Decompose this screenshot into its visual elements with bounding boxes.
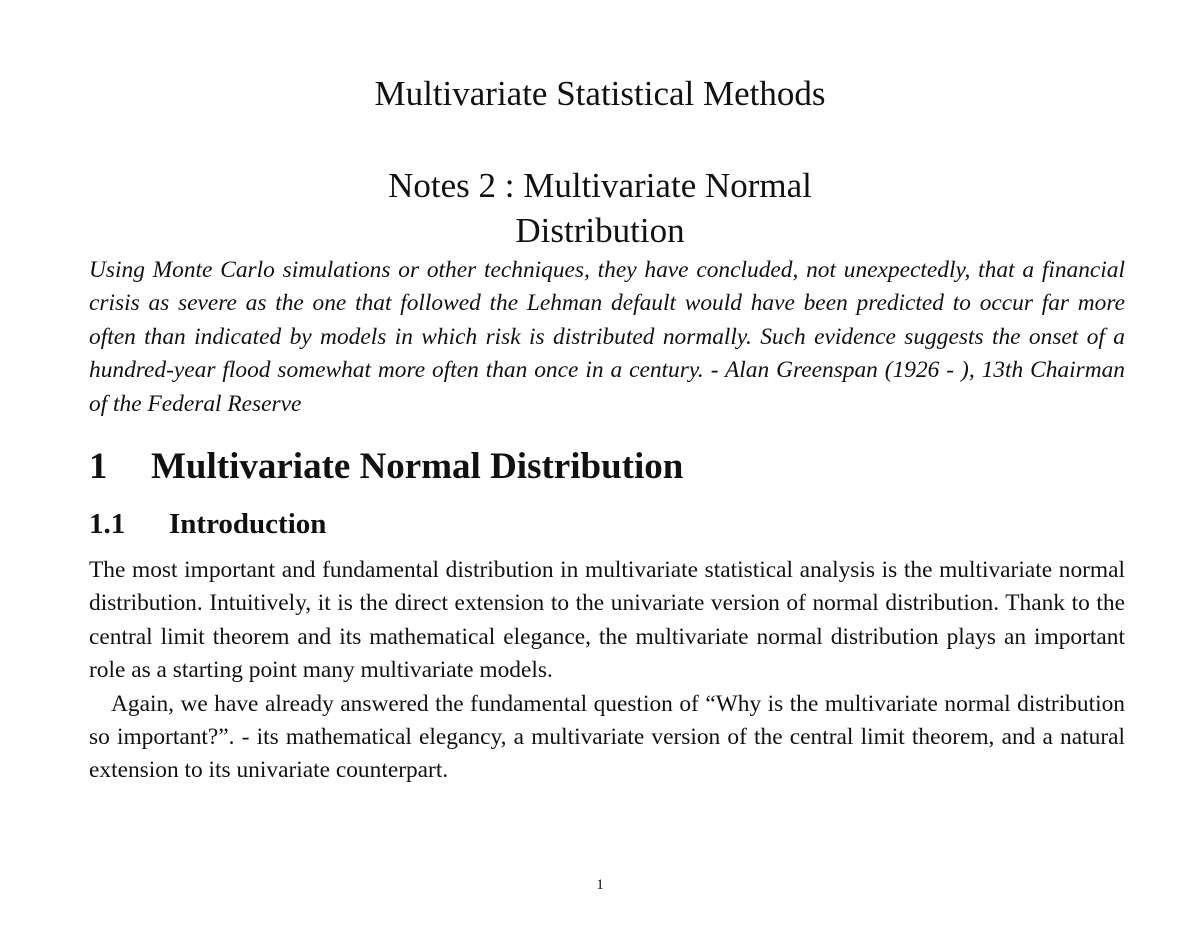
section-heading [89, 443, 1125, 491]
subsection-heading [89, 505, 1125, 543]
paragraph-1: The most important and fundamental distribution in multivariate statistical analysis is the multivariate normal distribution. Intuitively, it is the direct extension to the univariate version of normal distribution. Thank to the central limit theorem and its mathematical elegance, the multivariate normal distribution plays an important role as a starting point many multivariate models. [89, 557, 1125, 684]
subsection-title: Introduction [169, 508, 327, 540]
subtitle-line-1: Notes 2 : Multivariate Normal [388, 166, 812, 205]
section-title: Multivariate Normal Distribution [151, 446, 684, 487]
section-number: 1 [89, 446, 108, 487]
body-text [89, 554, 1125, 788]
document-title: Multivariate Statistical Methods [374, 74, 826, 113]
subtitle-line-2: Distribution [515, 211, 685, 250]
epigraph-quote: Using Monte Carlo simulations or other techniques, they have concluded, not unexpectedly, that a financial crisis as severe as the one that followed the Lehman default would have been predicted to occur far more often than indicated by models in which risk is distributed normally. Such evidence suggests the onset of a hundred-year flood somewhat more often than once in a century. - Alan Greenspan (1926 - ), 13th Chairman of the Federal Reserve [89, 257, 1125, 417]
page-number: 1 [596, 877, 604, 893]
subsection-number: 1.1 [89, 508, 126, 540]
document-subtitle [0, 163, 1200, 253]
paragraph-2: Again, we have already answered the fundamental question of “Why is the multivariate normal distribution so important?”. - its mathematical elegancy, a multivariate version of the central limit theorem, and a natural extension to its univariate counterpart. [89, 690, 1125, 784]
